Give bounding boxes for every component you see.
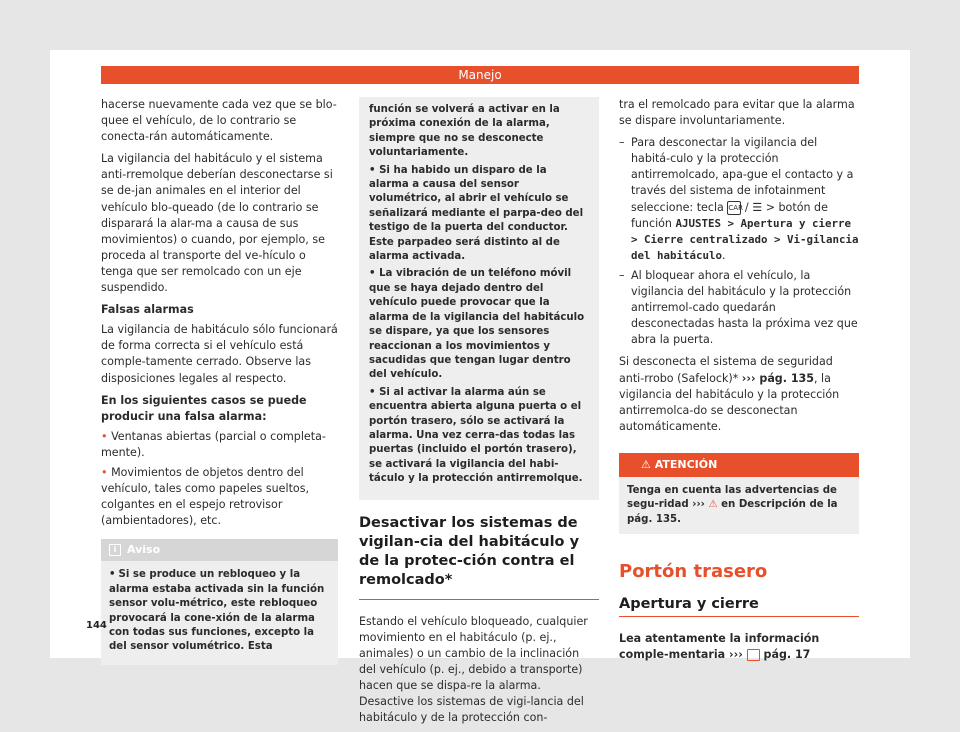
info-icon: i (109, 544, 121, 556)
page-header: Manejo (101, 66, 859, 84)
aviso-box-continued (359, 97, 599, 500)
warning-icon: ⚠ (641, 457, 651, 471)
paragraph: La vigilancia de habitáculo sólo funcionará de forma correcta si el vehículo está comple-tamente cerrado. Observe las disposiciones legales al respecto. (101, 323, 338, 385)
divider (359, 599, 599, 600)
paragraph: La vigilancia del habitáculo y el sistema anti-rremolque deberían desconectarse si se de-jan animales en el interior del vehículo blo-queado (de lo contrario se disparará la alar-ma a causa de sus movimientos) o cuando, por ejemplo, se proceda al transporte del ve-hículo o tenga que ser remolcado con un eje suspendido. (101, 152, 333, 295)
heading-falsas-alarmas: Falsas alarmas (101, 303, 194, 317)
dash-list (619, 135, 859, 348)
paragraph: tra el remolcado para evitar que la alarma se dispare involuntariamente. (619, 98, 855, 128)
list-item: • Si ha habido un disparo de la alarma a causa del sensor volumétrico, al abrir el vehículo se señalizará mediante el parpa-deo del testigo de la puerta del conductor. Este parpadeo será distinto al de alarma activada. (369, 164, 584, 263)
aviso-box (101, 539, 338, 664)
list-item: • Movimientos de objetos dentro del vehículo, tales como papeles sueltos, colgantes en el espejo retrovisor (ambientadores), etc. (101, 465, 310, 528)
list-item: – Para desconectar la vigilancia del habitá-culo y la protección antirremolcado, apa-gue el contacto y a través del sistema de infotainment seleccione: tecla CAR / ☰ > botón de función AJUSTES > Apertura y cierre > Cierre centralizado > Vi-gilancia del habitáculo. (619, 135, 859, 264)
column-1 (101, 97, 338, 665)
heading-casos: En los siguientes casos se puede producir una falsa alarma: (101, 393, 307, 423)
paragraph: Lea atentamente la información comple-mentaria ››› pág. 17 (619, 632, 820, 662)
bullet-icon: • (109, 569, 116, 581)
list-item: • Si al activar la alarma aún se encuentra abierta alguna puerta o el portón trasero, sólo se activará la alarma. Una vez cerra-das todas las puertas (incluido el portón trasero), se activará la vigilancia del habi-táculo y la protección antirremolque. (369, 386, 583, 485)
list-item: • Ventanas abiertas (parcial o completa-mente). (101, 429, 326, 459)
page-reference-link[interactable]: ››› (692, 499, 705, 511)
menu-key-icon: ☰ (752, 200, 763, 214)
atencion-body: Tenga en cuenta las advertencias de segu-ridad ››› ⚠ en Descripción de la pág. 135. (619, 477, 859, 534)
bullet-list (101, 429, 338, 530)
subsection-title: Apertura y cierre (619, 596, 759, 613)
car-key-icon: CAR (727, 201, 741, 215)
bullet-icon: • (369, 386, 380, 398)
page-reference-link[interactable]: ››› (729, 648, 743, 662)
column-3 (619, 97, 859, 669)
section-title-porton: Portón trasero (619, 561, 768, 583)
column-2 (359, 97, 599, 732)
paragraph: Estando el vehículo bloqueado, cualquier movimiento en el habitáculo (p. ej., animales) o un cambio de la inclinación del vehículo (p. ej., debido a transporte) hacen que se dispa-re la alarma. Desactive los sistemas de vigi-lancia del habitáculo y de la protección con- (359, 614, 588, 725)
bullet-icon: • (369, 164, 380, 176)
paragraph: Si desconecta el sistema de seguridad anti-rrobo (Safelock)* ››› pág. 135, la vigilancia del habitáculo y la protección antirremolca-do se desconectan automáticamente. (619, 355, 840, 433)
page-reference-link[interactable]: ››› pág. 135 (741, 371, 814, 385)
atencion-box (619, 453, 859, 534)
list-item: • La vibración de un teléfono móvil que se haya dejado dentro del vehículo puede provocar que la alarma de la vigilancia del habitáculo se dispare, ya que los sensores reaccionan a los movimientos y sacudidas que tengan lugar dentro del vehículo. (369, 268, 585, 381)
bullet-icon: • (101, 465, 108, 479)
aviso-header: i Aviso (101, 539, 338, 561)
list-item: • Si se produce un rebloqueo y la alarma estaba activada sin la función sensor volu-métrico, este rebloqueo provocará la cone-xión de la alarma con todas sus funciones, excepto la del sensor volumétrico. Esta (109, 569, 325, 653)
divider (619, 616, 859, 617)
paragraph: función se volverá a activar en la próxima conexión de la alarma, siempre que no se desconecte voluntariamente. (369, 104, 560, 159)
bullet-icon: • (369, 268, 380, 280)
list-item: – Al bloquear ahora el vehículo, la vigilancia del habitáculo y la protección antirremol-cado quedarán desconectadas hasta la próxima vez que abra la puerta. (619, 268, 859, 348)
book-icon (747, 649, 760, 661)
warning-icon: ⚠ (708, 499, 718, 511)
paragraph: hacerse nuevamente cada vez que se blo-quee el vehículo, de lo contrario se conecta-rán automáticamente. (101, 98, 337, 144)
page-number: 144 (86, 620, 107, 631)
section-title: Desactivar los sistemas de vigilan-cia del habitáculo y de la protec-ción contra el remolcado* (359, 514, 580, 588)
aviso-body (101, 561, 338, 664)
menu-path: AJUSTES > Apertura y cierre > Cierre centralizado > Vi-gilancia del habitáculo (631, 216, 859, 262)
atencion-header: ⚠ ATENCIÓN (619, 453, 859, 477)
bullet-icon: • (101, 429, 108, 443)
